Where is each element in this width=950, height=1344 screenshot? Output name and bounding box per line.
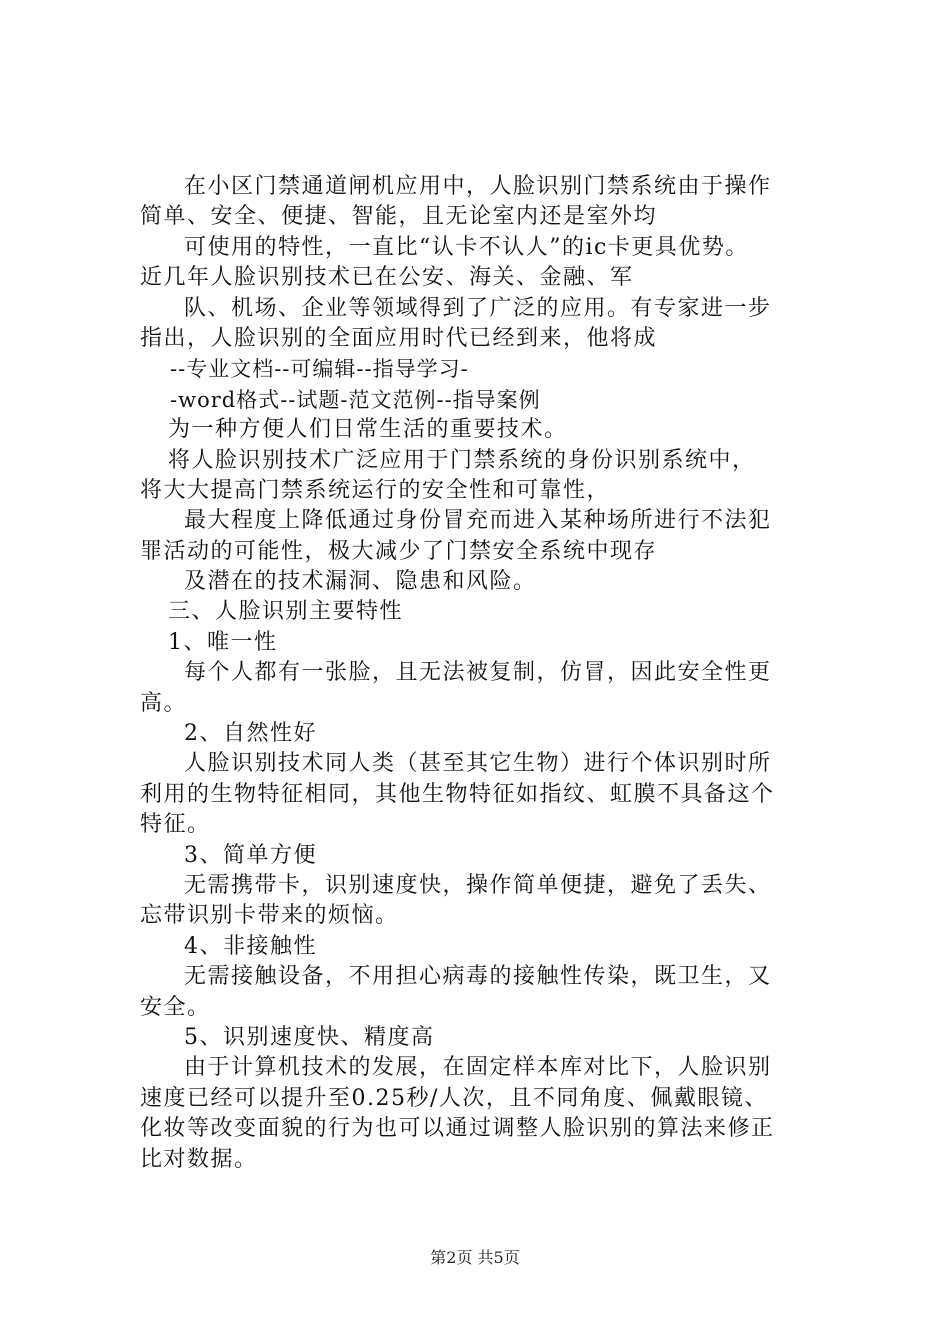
paragraph-line: 在小区门禁通道闸机应用中，人脸识别门禁系统由于操作 <box>184 174 772 199</box>
paragraph-line: 特征。 <box>140 812 211 838</box>
paragraph-line: 每个人都有一张脸，且无法被复制，仿冒，因此安全性更 <box>184 660 772 686</box>
paragraph-line: 近几年人脸识别技术已在公安、海关、金融、军 <box>140 265 634 291</box>
subsection-heading: 1、唯一性 <box>168 629 278 655</box>
paragraph-line: 安全。 <box>140 994 211 1020</box>
paragraph-line: 罪活动的可能性，极大减少了门禁安全系统中现存 <box>140 538 658 564</box>
paragraph-line: 简单、安全、便捷、智能，且无论室内还是室外均 <box>140 204 658 230</box>
paragraph-line: 忘带识别卡带来的烦恼。 <box>140 903 399 929</box>
paragraph-line: 化妆等改变面貌的行为也可以通过调整人脸识别的算法来修正 <box>140 1116 775 1142</box>
paragraph-line: 队、机场、企业等领域得到了广泛的应用。有专家进一步 <box>184 295 772 321</box>
paragraph-line: 可使用的特性，一直比“认卡不认人”的ic卡更具优势。 <box>184 234 749 260</box>
paragraph-line: 将人脸识别技术广泛应用于门禁系统的身份识别系统中， <box>168 447 756 473</box>
watermark-line: --专业文档--可编辑--指导学习- <box>170 357 469 382</box>
subsection-heading: 2、自然性好 <box>184 721 317 747</box>
paragraph-line: 无需接触设备，不用担心病毒的接触性传染，既卫生，又 <box>184 964 772 990</box>
paragraph-line: 将大大提高门禁系统运行的安全性和可靠性， <box>140 477 611 503</box>
watermark-line: -word格式--试题-范文范例--指导案例 <box>170 387 541 412</box>
paragraph-line: 比对数据。 <box>140 1146 258 1172</box>
paragraph-line: 人脸识别技术同人类（甚至其它生物）进行个体识别时所 <box>184 751 772 777</box>
paragraph-line: 由于计算机技术的发展，在固定样本库对比下，人脸识别 <box>184 1055 772 1081</box>
paragraph-line: 速度已经可以提升至0.25秒/人次，且不同角度、佩戴眼镜、 <box>140 1085 768 1111</box>
section-heading: 三、人脸识别主要特性 <box>168 599 404 625</box>
page-number-footer: 第2页 共5页 <box>430 1248 520 1267</box>
paragraph-line: 及潜在的技术漏洞、隐患和风险。 <box>184 569 537 595</box>
paragraph-line: 高。 <box>140 690 188 716</box>
subsection-heading: 3、简单方便 <box>184 842 317 868</box>
paragraph-line: 最大程度上降低通过身份冒充而进入某种场所进行不法犯 <box>184 508 772 534</box>
paragraph-line: 为一种方便人们日常生活的重要技术。 <box>168 417 568 443</box>
paragraph-line: 利用的生物特征相同，其他生物特征如指纹、虹膜不具备这个 <box>140 781 775 807</box>
paragraph-line: 指出，人脸识别的全面应用时代已经到来，他将成 <box>140 325 658 351</box>
paragraph-line: 无需携带卡，识别速度快，操作简单便捷，避免了丢失、 <box>184 872 772 898</box>
document-body <box>140 172 840 1175</box>
subsection-heading: 4、非接触性 <box>184 933 317 959</box>
subsection-heading: 5、识别速度快、精度高 <box>184 1024 435 1050</box>
